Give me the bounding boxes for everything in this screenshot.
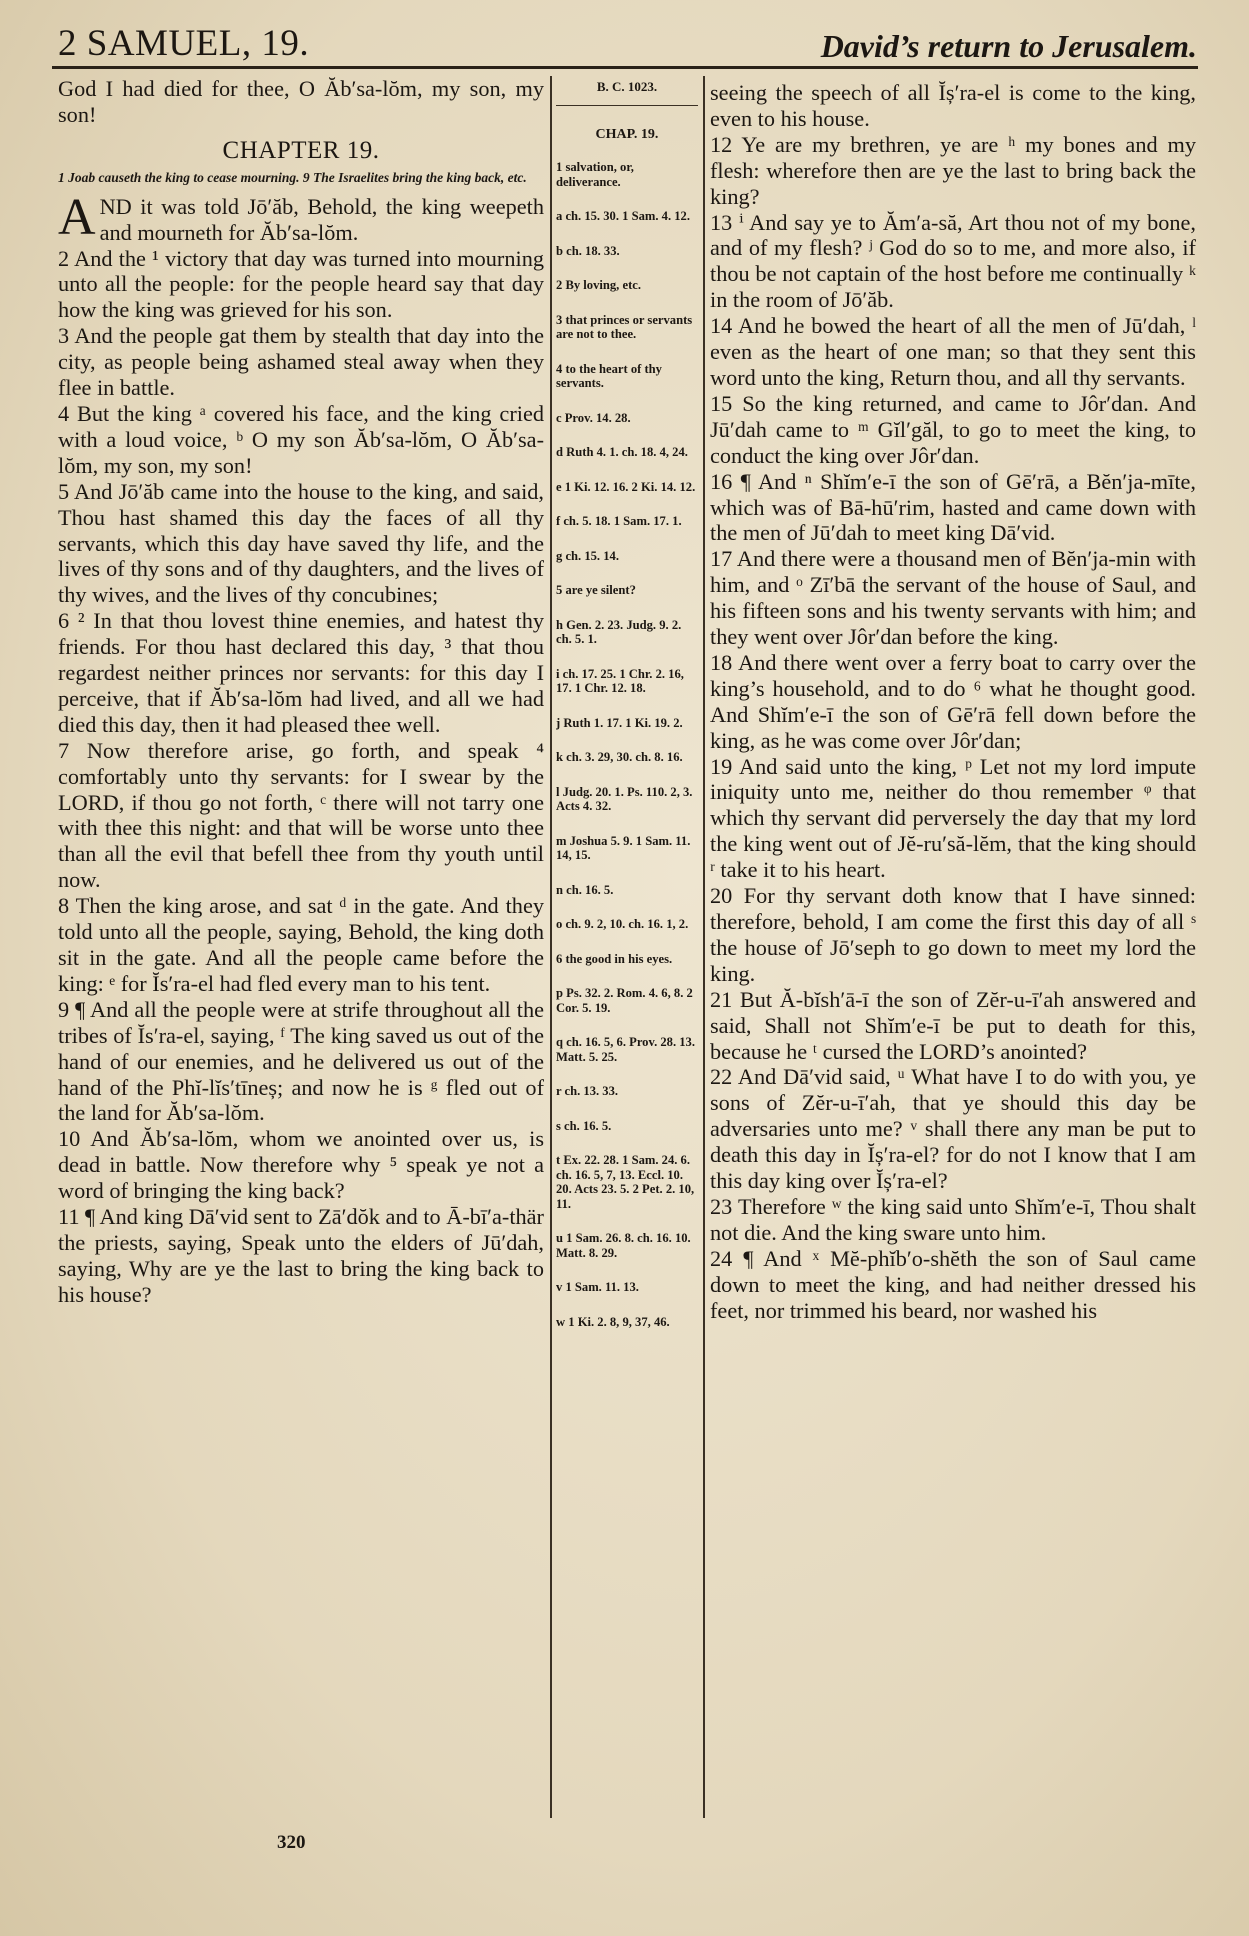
- margin-note: r ch. 13. 33.: [556, 1084, 619, 1098]
- margin-note: e 1 Ki. 12. 16. 2 Ki. 14. 12.: [556, 479, 696, 494]
- margin-note: q ch. 16. 5, 6. Prov. 28. 13. Matt. 5. 25.: [556, 1035, 696, 1064]
- verse: 15 So the king returned, and came to Jôr′dan. And Jū′dah came to ᵐ Gĭl′găl, to go to meet the king, to conduct the king over Jôr′dan.: [710, 390, 1196, 468]
- right-text-column: [710, 80, 1196, 1820]
- verse: 14 And he bowed the heart of all the men of Jū′dah, ˡ even as the heart of one man; so that they sent this word unto the king, Return thou, and all thy servants.: [710, 313, 1196, 390]
- verse: 21 But Ă-bĭsh′ā-ī the son of Zĕr-u-ī′ah answered and said, Shall not Shĭm′e-ī be put to death for this, because he ᵗ cursed the LORD’s anointed?: [710, 986, 1196, 1064]
- left-lead-text: God I had died for thee, O Ăb′sa-lŏm, my son, my son!: [58, 76, 544, 127]
- margin-note: t Ex. 22. 28. 1 Sam. 24. 6. ch. 16. 5, 7, 13. Eccl. 10. 20. Acts 23. 5. 2 Pet. 2. 10, 11.: [556, 1153, 695, 1211]
- verse: 23 Therefore ʷ the king said unto Shĭm′e-ī, Thou shalt not die. And the king sware unto him.: [710, 1193, 1196, 1245]
- verse: 7 Now therefore arise, go forth, and speak ⁴ comfortably unto thy servants: for I swear by the LORD, if thou go not forth, ᶜ there will not tarry one with thee this night: and that will be worse unto thee than all the evil that befell thee from thy youth until now.: [58, 737, 544, 893]
- verse: 13 ⁱ And say ye to Ăm′a-să, Art thou not of my bone, and of my flesh? ʲ God do so to me, and more also, if thou be not captain of the host before me continually ᵏ in the room of Jō′ăb.: [710, 209, 1196, 313]
- margin-note: 6 the good in his eyes.: [556, 951, 673, 966]
- verse: 24 ¶ And ˣ Mĕ-phĭb′o-shĕth the son of Saul came down to meet the king, and had neither dressed his feet, nor trimmed his beard, nor washed his: [710, 1245, 1196, 1323]
- margin-note: k ch. 3. 29, 30. ch. 8. 16.: [556, 750, 683, 764]
- margin-note: 5 are ye silent?: [556, 583, 636, 597]
- margin-note: b ch. 18. 33.: [556, 243, 620, 258]
- chapter-title: CHAPTER 19.: [222, 136, 380, 164]
- chapter-summary: 1 Joab causeth the king to cease mourning. 9 The Israelites bring the king back, etc.: [58, 169, 527, 185]
- verse: 12 Ye are my brethren, ye are ʰ my bones and my flesh: wherefore then are ye the last to bring back the king?: [710, 131, 1196, 209]
- verse: 20 For thy servant doth know that I have sinned: therefore, behold, I am come the first this day of all ˢ the house of Jō′seph to go down to meet my lord the king.: [710, 883, 1196, 986]
- verse: 10 And Ăb′sa-lŏm, whom we anointed over us, is dead in battle. Now therefore why ⁵ speak ye not a word of bringing the king back?: [58, 1126, 544, 1204]
- verse-1: [58, 188, 544, 246]
- date-note: B. C. 1023.: [556, 80, 698, 106]
- verse: 8 Then the king arose, and sat ᵈ in the gate. And they told unto all the people, saying, Behold, the king doth sit in the gate. And all the people came before the king: ᵉ for Ĭs′ra-el had fled every man to his tent.: [58, 893, 544, 996]
- margin-note: h Gen. 2. 23. Judg. 9. 2. ch. 5. 1.: [556, 617, 682, 646]
- verse-1-text: ND it was told Jō′ăb, Behold, the king weepeth and mourneth for Ăb′sa-lŏm.: [99, 193, 544, 245]
- margin-note: i ch. 17. 25. 1 Chr. 2. 16, 17. 1 Chr. 12. 18.: [556, 666, 684, 695]
- column-divider-right: [703, 76, 705, 1818]
- verse: 22 And Dā′vid said, ᵘ What have I to do with you, ye sons of Zĕr-u-ī′ah, that ye should this day be adversaries unto me? ᵛ shall there any man be put to death this day in Ĭș′ra-el? for do not I know that I am this day king over Ĭș′ra-el?: [710, 1064, 1196, 1194]
- verse: 5 And Jō′ăb came into the house to the king, and said, Thou hast shamed this day the faces of all thy servants, which this day have saved thy life, and the lives of thy sons and of thy daughters, and the lives of thy wives, and the lives of thy concubines;: [58, 478, 544, 608]
- margin-note: u 1 Sam. 26. 8. ch. 16. 10. Matt. 8. 29.: [556, 1231, 691, 1260]
- margin-note: 3 that princes or servants are not to thee.: [556, 312, 693, 341]
- margin-note: m Joshua 5. 9. 1 Sam. 11. 14, 15.: [556, 833, 691, 862]
- column-divider-left: [550, 76, 552, 1818]
- margin-note: v 1 Sam. 11. 13.: [556, 1280, 639, 1294]
- verse: 11 ¶ And king Dā′vid sent to Zā′dŏk and to Ā-bī′a-thär the priests, saying, Speak unto the elders of Jū′dah, saying, Why are ye the last to bring the king back to his house?: [58, 1204, 544, 1307]
- page-number: 320: [277, 1832, 306, 1853]
- margin-note: d Ruth 4. 1. ch. 18. 4, 24.: [556, 445, 688, 459]
- margin-note: w 1 Ki. 2. 8, 9, 37, 46.: [556, 1314, 670, 1329]
- verse: 9 ¶ And all the people were at strife throughout all the tribes of Ĭs′ra-el, saying, ᶠ The king saved us out of the hand of our enemies, and he delivered us out of the hand of the Phĭ-lĭs′tīneș; and now he is ᵍ fled out of the land for Ăb′sa-lŏm.: [58, 996, 544, 1126]
- margin-note: 4 to the heart of thy servants.: [556, 361, 662, 390]
- margin-note: l Judg. 20. 1. Ps. 110. 2, 3. Acts 4. 32.: [556, 784, 693, 813]
- verse: 17 And there were a thousand men of Bĕn′ja-min with him, and ᵒ Zī′bā the servant of the house of Saul, and his fifteen sons and his twenty servants with him; and they went over Jôr′dan before the king.: [710, 546, 1196, 650]
- margin-note: g ch. 15. 14.: [556, 548, 619, 563]
- margin-chapter-label: CHAP. 19.: [595, 126, 659, 142]
- verse: 6 ² In that thou lovest thine enemies, and hatest thy friends. For thou hast declared this day, ³ that thou regardest neither princes nor servants: for this day I perceive, that if Ăb′sa-lŏm had lived, and all we had died this day, then it had pleased thee well.: [58, 608, 544, 737]
- verse: 4 But the king ᵃ covered his face, and the king cried with a loud voice, ᵇ O my son Ăb′sa-lŏm, O Ăb′sa-lŏm, my son, my son!: [58, 400, 544, 478]
- margin-note: c Prov. 14. 28.: [556, 410, 631, 425]
- margin-note: 2 By loving, etc.: [556, 278, 642, 292]
- margin-note: j Ruth 1. 17. 1 Ki. 19. 2.: [556, 715, 683, 730]
- margin-note: o ch. 9. 2, 10. ch. 16. 1, 2.: [556, 917, 689, 931]
- margin-note: s ch. 16. 5.: [556, 1118, 612, 1133]
- marginal-references: [556, 80, 698, 1830]
- verse: 2 And the ¹ victory that day was turned into mourning unto all the people: for the people heard say that day how the king was grieved for his son.: [58, 245, 544, 323]
- margin-note: n ch. 16. 5.: [556, 882, 614, 897]
- left-text-column: [58, 76, 544, 1836]
- margin-note: p Ps. 32. 2. Rom. 4. 6, 8. 2 Cor. 5. 19.: [556, 986, 693, 1015]
- verse: 3 And the people gat them by stealth that day into the city, as people being ashamed steal away when they flee in battle.: [58, 323, 544, 401]
- margin-note: a ch. 15. 30. 1 Sam. 4. 12.: [556, 209, 690, 223]
- verse: 18 And there went over a ferry boat to carry over the king’s household, and to do ⁶ what he thought good. And Shĭm′e-ī the son of Gē′rā fell down before the king, as he was come over Jôr′dan;: [710, 649, 1196, 753]
- margin-note: 1 salvation, or, deliverance.: [556, 160, 634, 189]
- verse: 16 ¶ And ⁿ Shĭm′e-ī the son of Gē′rā, a Bĕn′ja-mīte, which was of Bā-hū′rim, hasted and came down with the men of Jū′dah to meet king Dā′vid.: [710, 468, 1196, 546]
- margin-note: f ch. 5. 18. 1 Sam. 17. 1.: [556, 514, 682, 528]
- running-head-book: 2 SAMUEL, 19.: [58, 23, 310, 64]
- drop-cap: A: [58, 188, 96, 246]
- header-rule: [52, 66, 1198, 69]
- right-lead-text: seeing the speech of all Ĭș′ra-el is come to the king, even to his house.: [710, 80, 1196, 131]
- running-head-topic: David’s return to Jerusalem.: [820, 28, 1197, 64]
- verse: 19 And said unto the king, ᵖ Let not my lord impute iniquity unto me, neither do thou remember ᵠ that which thy servant did perversely the day that my lord the king went out of Jĕ-ru′să-lĕm, that the king should ʳ take it to his heart.: [710, 753, 1196, 883]
